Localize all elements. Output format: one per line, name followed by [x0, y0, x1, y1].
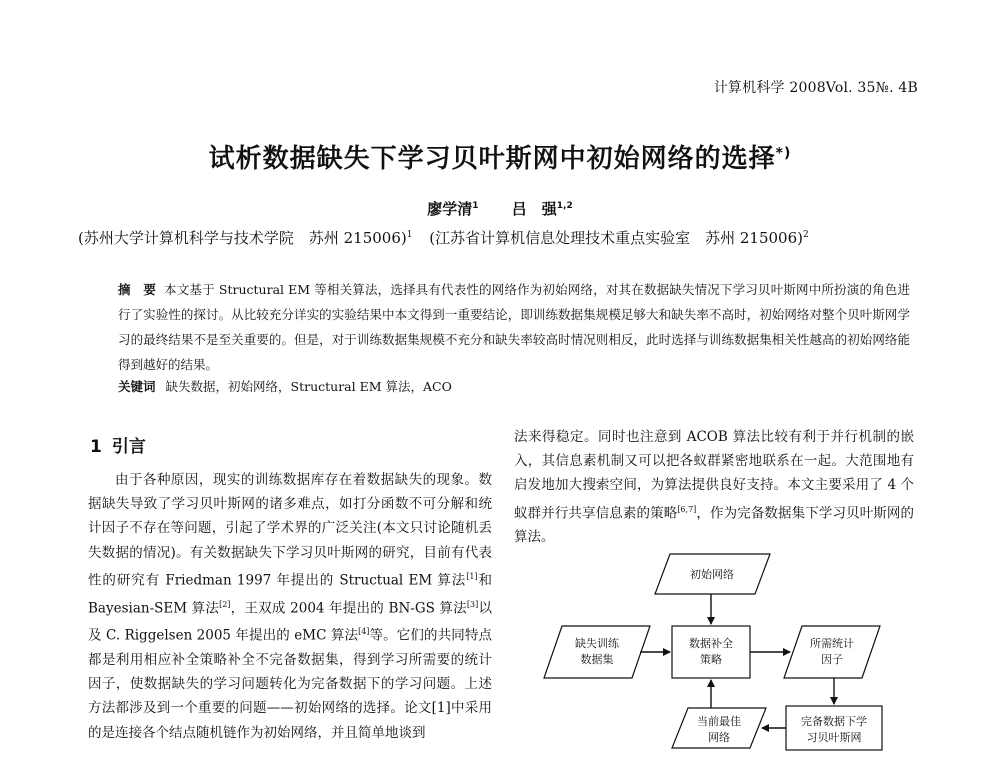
keywords-label: 关键词	[118, 379, 156, 394]
section-number: 1	[90, 437, 102, 457]
text-run: 由于各种原因，现实的训练数据库存在着数据缺失的现象。数据缺失导致了学习贝叶斯网的诸多难点，如打分函数不可分解和统计因子不存在等问题，引起了学术界的广泛关注(本文只讨论随机丢失数据的情况)。有关数据缺失下学习贝叶斯网的研究，目前有代表性的研究有 Friedman 1997 年提出的 Structual EM 算法	[88, 472, 492, 589]
text-run: 以及 C. Riggelsen 2005 年提出的 eMC 算法	[88, 600, 492, 644]
keywords-text: 缺失数据，初始网络，Structural EM 算法，ACO	[165, 379, 452, 394]
citation: [2]	[219, 599, 231, 609]
abstract-text: 本文基于 Structural EM 等相关算法，选择具有代表性的网络作为初始网络，对其在数据缺失情况下学习贝叶斯网中所扮演的角色进行了实验性的探讨。从比较充分详实的实验结果中本文得到一重要结论，即训练数据集规模足够大和缺失率不高时，初始网络对整个贝叶斯网学习的最终结果不是至关重要的。但是，对于训练数据集规模不充分和缺失率较高时情况则相反，此时选择与训练数据集相关性越高的初始网络能得到越好的结果。	[118, 282, 910, 372]
author-affiliation-mark: 1	[472, 201, 479, 211]
author-list	[0, 198, 1000, 219]
author	[512, 200, 573, 218]
flow-diagram	[540, 546, 920, 760]
text-run: 和 Bayesian-SEM 算法	[88, 572, 493, 617]
initial-network-label: 初始网络	[690, 568, 734, 581]
keywords	[118, 374, 910, 399]
intro-paragraph	[88, 468, 492, 745]
complete-learning-label-1: 完备数据下学	[801, 715, 867, 728]
missing-data-node	[544, 626, 650, 678]
citation: [1]	[466, 571, 478, 581]
text-run: ，王双成 2004 年提出的 BN-GS 算法	[230, 600, 467, 617]
left-column	[88, 468, 492, 745]
paper-title	[0, 138, 1000, 175]
missing-data-label-2: 数据集	[580, 653, 614, 666]
affiliation: (苏州大学计算机科学与技术学院 苏州 215006)	[78, 229, 407, 247]
current-best-label-1: 当前最佳	[697, 715, 741, 728]
title-footnote-mark: *)	[775, 145, 792, 162]
author-name: 廖学清	[427, 200, 473, 218]
completion-strategy-label-1: 数据补全	[689, 637, 733, 650]
text-run: ，作为完备数据集下学习贝叶斯网的算法。	[514, 505, 915, 546]
text-run: 等。它们的共同特点都是利用相应补全策略补全不完备数据集，得到学习所需要的统计因子，使数据缺失的学习问题转化为完备数据下的学习问题。上述方法都涉及到一个重要的问题——初始网络的选择。论文[1]中采用的是连接各个结点随机链作为初始网络，并且简单地谈到	[88, 627, 492, 741]
current-best-label-2: 网络	[708, 731, 730, 744]
completion-strategy-node	[672, 626, 750, 678]
citation: [3]	[466, 599, 479, 609]
affiliation: (江苏省计算机信息处理技术重点实验室 苏州 215006)	[429, 229, 804, 247]
required-stats-label-1: 所需统计	[810, 637, 854, 650]
missing-data-label-1: 缺失训练	[575, 637, 619, 650]
abstract-label: 摘 要	[118, 282, 157, 297]
abstract	[118, 277, 910, 377]
required-stats-label-2: 因子	[821, 653, 843, 666]
citation: [6,7]	[677, 504, 697, 514]
complete-learning-label-2: 习贝叶斯网	[806, 731, 862, 744]
affiliation-mark: 2	[803, 230, 809, 240]
section-title: 引言	[111, 437, 146, 457]
section-heading	[90, 432, 146, 457]
author	[427, 200, 478, 218]
author-affiliation-mark: 1,2	[556, 201, 573, 211]
author-name: 吕 强	[511, 200, 557, 218]
required-stats-node	[784, 626, 880, 678]
journal-header: 计算机科学 2008Vol. 35№. 4B	[713, 80, 918, 96]
body-paragraph	[514, 425, 914, 550]
paper-title-text: 试析数据缺失下学习贝叶斯网中初始网络的选择	[208, 144, 776, 174]
affiliation-mark: 1	[406, 230, 413, 240]
right-column	[514, 425, 914, 550]
affiliation-line	[78, 227, 948, 248]
citation: [4]	[358, 627, 370, 637]
completion-strategy-label-2: 策略	[700, 653, 722, 666]
text-run: 法来得稳定。同时也注意到 ACOB 算法比较有利于并行机制的嵌入，其信息素机制又可以把各蚁群紧密地联系在一起。大范围地有启发地加大搜索空间，为算法提供良好支持。本文主要采用了 4 个蚁群并行共享信息素的策略	[514, 429, 914, 522]
